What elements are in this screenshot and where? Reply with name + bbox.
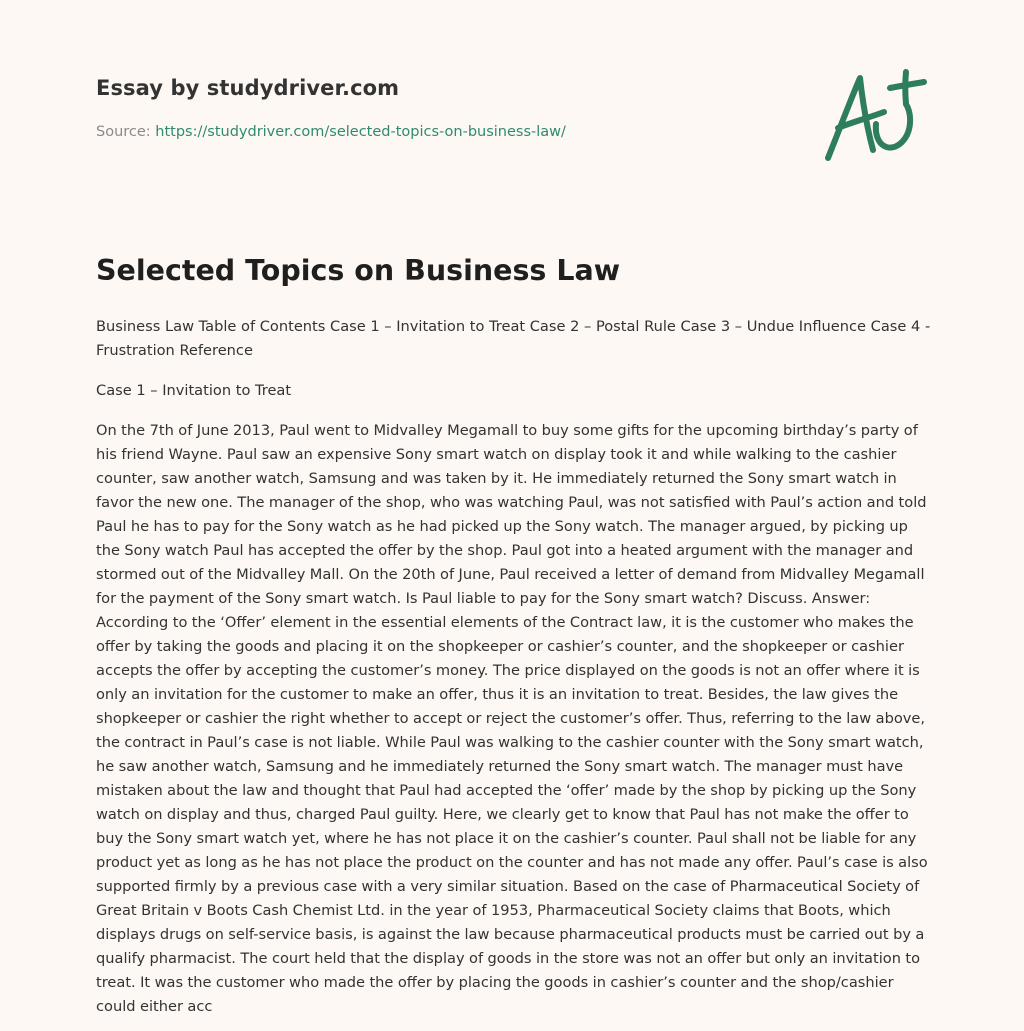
a-plus-logo-icon: [818, 66, 930, 166]
source-link[interactable]: https://studydriver.com/selected-topics-on-business-law/: [155, 124, 566, 140]
site-brand: Essay by studydriver.com: [96, 76, 400, 100]
body-paragraph: On the 7th of June 2013, Paul went to Midvalley Megamall to buy some gifts for the upcoming birthday’s party of his friend Wayne. Paul saw an expensive Sony smart watch on display took it and while walking to the cashier counter, saw another watch, Samsung and was taken by it. He immediately returned the Sony smart watch in favor the new one. The manager of the shop, who was watching Paul, was not satisfied with Paul’s action and told Paul he has to pay for the Sony watch as he had picked up the Sony watch. The manager argued, by picking up the Sony watch Paul has accepted the offer by the shop. Paul got into a heated argument with the manager and stormed out of the Midvalley Mall. On the 20th of June, Paul received a letter of demand from Midvalley Megamall for the payment of the Sony smart watch. Is Paul liable to pay for the Sony smart watch? Discuss. Answer: According to the ‘Offer’ element in the essential elements of the Contract law, it is the customer who makes the offer by taking the goods and placing it on the shopkeeper or cashier’s counter, and the shopkeeper or cashier accepts the offer by accepting the customer’s money. The price displayed on the goods is not an offer where it is only an invitation for the customer to make an offer, thus it is an invitation to treat. Besides, the law gives the shopkeeper or cashier the right whether to accept or reject the customer’s offer. Thus, referring to the law above, the contract in Paul’s case is not liable. While Paul was walking to the cashier counter with the Sony smart watch, he saw another watch, Samsung and he immediately returned the Sony smart watch. The manager must have mistaken about the law and thought that Paul had accepted the ‘offer’ made by the shop by picking up the Sony watch on display and thus, charged Paul guilty. Here, we clearly get to know that Paul has not make the offer to buy the Sony smart watch yet, where he has not place it on the cashier’s counter. Paul shall not be liable for any product yet as long as he has not place the product on the counter and has not made any offer. Paul’s case is also supported firmly by a previous case with a very similar situation. Based on the case of Pharmaceutical Society of Great Britain v Boots Cash Chemist Ltd. in the year of 1953, Pharmaceutical Society claims that Boots, which displays drugs on self-service basis, is against the law because pharmaceutical products must be carried out by a qualify pharmacist. The court held that the display of goods in the store was not an offer but only an invitation to treat. It was the customer who made the offer by placing the goods in cashier’s counter and the shop/cashier could either acc: [96, 422, 928, 1015]
section-heading: Case 1 – Invitation to Treat: [96, 382, 292, 399]
article-body: [96, 315, 936, 1019]
table-of-contents: Business Law Table of Contents Case 1 – Invitation to Treat Case 2 – Postal Rule Case 3 – Undue Influence Case 4 - Frustration Reference: [96, 318, 931, 359]
source-label: Source:: [96, 124, 151, 140]
source-line: [96, 124, 566, 140]
page-title: Selected Topics on Business Law: [96, 254, 621, 287]
